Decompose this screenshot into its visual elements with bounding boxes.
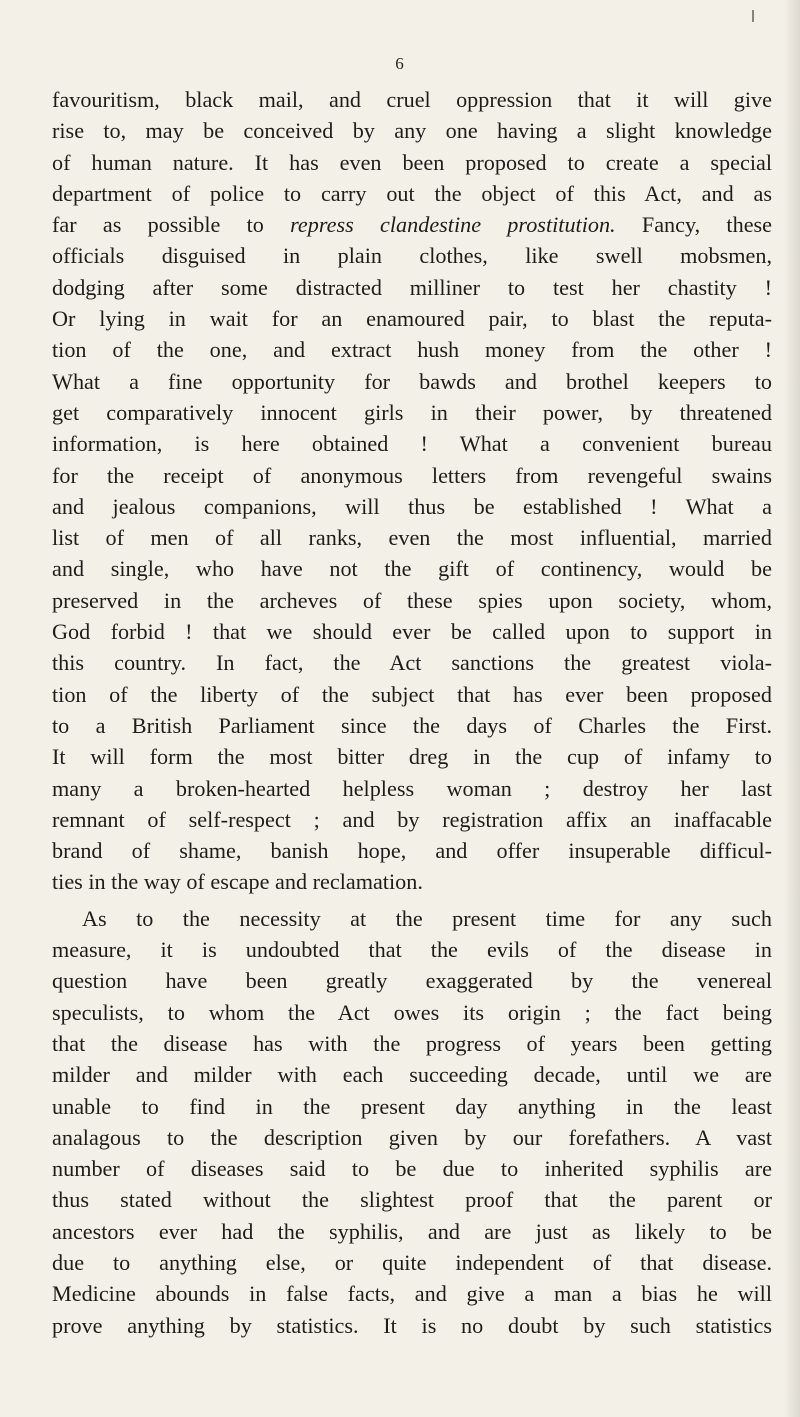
text-line: information, is here obtained ! What a convenient bureau (52, 431, 772, 457)
text-line: prove anything by statistics. It is no doubt by such statistics (52, 1312, 772, 1338)
text-line: this country. In fact, the Act sanctions the greatest viola- (52, 650, 772, 676)
text-line: preserved in the archeves of these spies upon society, whom, (52, 587, 772, 613)
text-line: remnant of self-respect ; and by registration affix an inaffacable (52, 806, 772, 832)
text-line: unable to find in the present day anything in the least (52, 1093, 772, 1119)
text-line: rise to, may be conceived by any one having a slight knowledge (52, 118, 772, 144)
text-line: tion of the one, and extract hush money from the other ! (52, 337, 772, 363)
text-line: ancestors ever had the syphilis, and are just as likely to be (52, 1218, 772, 1244)
text-line: that the disease has with the progress of years been getting (52, 1030, 772, 1056)
text-line: milder and milder with each succeeding decade, until we are (52, 1062, 772, 1088)
paragraph-2 (52, 903, 772, 1341)
text-line: due to anything else, or quite independent of that disease. (52, 1249, 772, 1275)
text-line: for the receipt of anonymous letters from revengeful swains (52, 462, 772, 488)
text-line: measure, it is undoubted that the evils of the disease in (52, 937, 772, 963)
text-line: It will form the most bitter dreg in the cup of infamy to (52, 744, 772, 770)
body-text (52, 84, 772, 1341)
text-line: God forbid ! that we should ever be called upon to support in (52, 619, 772, 645)
text-line: many a broken-hearted helpless woman ; destroy her last (52, 775, 772, 801)
text-line: Medicine abounds in false facts, and give a man a bias he will (52, 1281, 772, 1307)
page-number: 6 (395, 54, 405, 73)
paragraph-1 (52, 84, 772, 898)
text-line: list of men of all ranks, even the most influential, married (52, 525, 772, 551)
text-line: brand of shame, banish hope, and offer insuperable difficul- (52, 838, 772, 864)
text-run: Fancy, these (641, 212, 772, 238)
text-line: As to the necessity at the present time for any such (82, 905, 772, 931)
text-line: and jealous companions, will thus be established ! What a (52, 493, 772, 519)
text-line: analagous to the description given by our forefathers. A vast (52, 1124, 772, 1150)
text-line: number of diseases said to be due to inherited syphilis are (52, 1156, 772, 1182)
text-line (52, 209, 772, 240)
text-line: officials disguised in plain clothes, like swell mobsmen, (52, 243, 772, 269)
text-line: question have been greatly exaggerated by the venereal (52, 968, 772, 994)
text-line: of human nature. It has even been proposed to create a special (52, 149, 772, 175)
text-line: Or lying in wait for an enamoured pair, to blast the reputa- (52, 306, 772, 332)
text-line: get comparatively innocent girls in their power, by threatened (52, 399, 772, 425)
text-run: far as possible to (52, 212, 264, 238)
text-line: ties in the way of escape and reclamation. (52, 869, 423, 895)
text-line: tion of the liberty of the subject that has ever been proposed (52, 681, 772, 707)
text-line: thus stated without the slightest proof that the parent or (52, 1187, 772, 1213)
text-line: and single, who have not the gift of continency, would be (52, 556, 772, 582)
page-edge-shadow (784, 0, 800, 1417)
text-line: speculists, to whom the Act owes its origin ; the fact being (52, 999, 772, 1025)
text-line: dodging after some distracted milliner to test her chastity ! (52, 274, 772, 300)
text-line: What a fine opportunity for bawds and brothel keepers to (52, 368, 772, 394)
text-line: department of police to carry out the object of this Act, and as (52, 180, 772, 206)
text-line: favouritism, black mail, and cruel oppression that it will give (52, 87, 772, 112)
margin-mark (752, 10, 754, 22)
italic-phrase: repress clandestine prostitution. (290, 212, 616, 238)
text-line: to a British Parliament since the days of Charles the First. (52, 712, 772, 738)
